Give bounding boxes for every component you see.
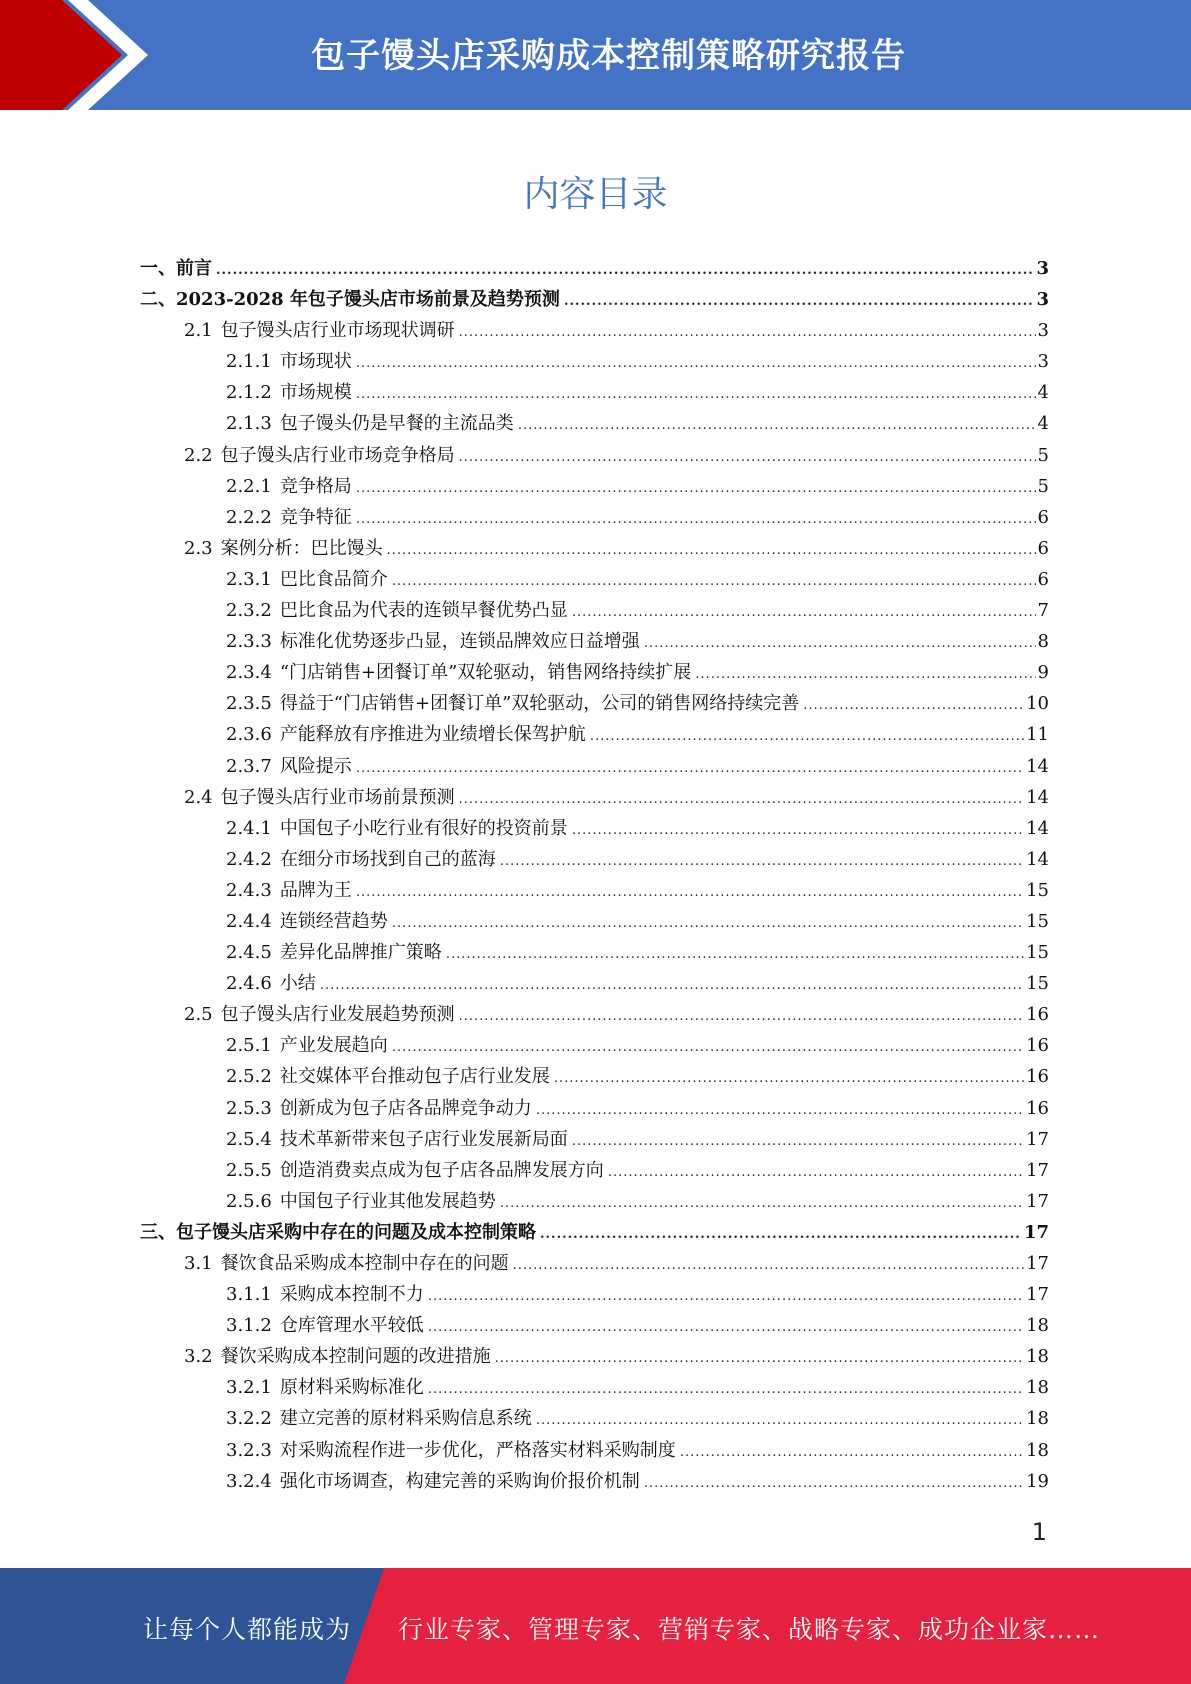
toc-heading: 内容目录: [523, 174, 668, 215]
toc-entry-number: 2.4.4: [226, 910, 272, 932]
toc-entry[interactable]: [140, 1467, 1049, 1498]
toc-dot-leader: [320, 978, 1024, 993]
toc-entry-page: 5: [1037, 475, 1049, 497]
toc-dot-leader: [356, 356, 1036, 371]
toc-entry-page: 15: [1026, 879, 1049, 901]
header-banner: [0, 0, 1191, 110]
toc-entry-title: 市场现状: [279, 351, 352, 373]
toc-dot-leader: [644, 636, 1036, 651]
toc-entry-page: 16: [1026, 1066, 1049, 1088]
toc-entry-number: 3.2.1: [226, 1377, 272, 1399]
toc-entry-number: 3.1: [184, 1253, 213, 1274]
toc-dot-leader: [459, 325, 1036, 340]
toc-entry[interactable]: [140, 378, 1049, 409]
toc-dot-leader: [392, 1040, 1024, 1055]
toc-dot-leader: [356, 387, 1036, 402]
toc-entry[interactable]: [140, 1218, 1049, 1249]
toc-entry-number: 2.4.5: [226, 942, 272, 964]
toc-entry-title: 包子馒头店行业市场前景预测: [220, 786, 455, 808]
toc-entry[interactable]: [140, 720, 1049, 751]
toc-entry-title: 技术革新带来包子店行业发展新局面: [279, 1128, 568, 1150]
toc-dot-leader: [644, 1476, 1024, 1491]
toc-entry-title: 小结: [279, 973, 316, 995]
toc-entry-title: 二、2023-2028 年包子馒头店市场前景及趋势预测: [140, 289, 560, 311]
toc-entry-page: 16: [1026, 1004, 1049, 1026]
toc-dot-leader: [392, 916, 1024, 931]
toc-entry-number: 2.5.2: [226, 1066, 272, 1088]
toc-entry-number: 3.1.2: [226, 1315, 272, 1337]
toc-entry-title: 风险提示: [279, 755, 352, 777]
toc-dot-leader: [695, 667, 1035, 682]
toc-entry-page: 17: [1026, 1159, 1049, 1181]
toc-dot-leader: [536, 1413, 1024, 1428]
toc-entry[interactable]: [140, 1311, 1049, 1342]
toc-entry[interactable]: [140, 1373, 1049, 1404]
toc-entry-title: 一、前言: [140, 258, 212, 279]
toc-entry-page: 17: [1023, 1221, 1049, 1243]
toc-entry-number: 2.4.2: [226, 848, 272, 870]
toc-entry-number: 2.4: [184, 786, 213, 808]
toc-entry-page: 6: [1037, 568, 1049, 590]
toc-dot-leader: [356, 885, 1024, 900]
footer-banner: [0, 1568, 1191, 1684]
toc-entry-page: 14: [1026, 755, 1049, 777]
toc-entry[interactable]: [140, 1094, 1049, 1125]
toc-entry[interactable]: [140, 254, 1049, 285]
toc-dot-leader: [495, 1351, 1024, 1366]
toc-entry[interactable]: [140, 1031, 1049, 1062]
toc-entry-title: 差异化品牌推广策略: [279, 942, 442, 964]
toc-entry-title: 巴比食品为代表的连锁早餐优势凸显: [279, 600, 568, 622]
toc-entry-page: 17: [1026, 1284, 1049, 1306]
toc-entry[interactable]: [140, 1125, 1049, 1156]
toc-entry-page: 4: [1037, 413, 1049, 435]
toc-dot-leader: [428, 1289, 1024, 1304]
toc-entry-number: 2.3.7: [226, 755, 272, 777]
toc-entry-title: 在细分市场找到自己的蓝海: [279, 848, 496, 870]
toc-entry[interactable]: [140, 1280, 1049, 1311]
toc-entry-title: 建立完善的原材料采购信息系统: [279, 1408, 532, 1430]
toc-dot-leader: [392, 574, 1036, 589]
toc-entry-number: 2.1.2: [226, 382, 272, 404]
toc-entry-page: 18: [1026, 1408, 1049, 1430]
toc-entry-title: 创新成为包子店各品牌竞争动力: [279, 1097, 532, 1119]
toc-dot-leader: [428, 1320, 1024, 1335]
toc-entry-title: 原材料采购标准化: [279, 1377, 424, 1399]
toc-entry-number: 2.3.6: [226, 724, 272, 746]
toc-entry-page: 18: [1026, 1439, 1049, 1461]
toc-entry-page: 3: [1037, 320, 1049, 342]
toc-entry-number: 2.4.6: [226, 973, 272, 995]
toc-entry-title: 社交媒体平台推动包子店行业发展: [279, 1066, 550, 1088]
toc-dot-leader: [459, 1009, 1024, 1024]
toc-entry-number: 2.1.3: [226, 413, 272, 435]
toc-entry-title: 竞争格局: [279, 475, 352, 497]
toc-dot-leader: [513, 1258, 1024, 1273]
toc-entry-page: 3: [1037, 351, 1049, 373]
toc-dot-leader: [536, 1103, 1024, 1118]
toc-entry-page: 11: [1026, 724, 1049, 746]
toc-entry[interactable]: [140, 783, 1049, 814]
toc-entry[interactable]: [140, 347, 1049, 378]
toc-entry-page: 7: [1037, 600, 1049, 622]
footer-slogan-left: 让每个人都能成为: [143, 1615, 352, 1644]
toc-entry-number: 2.4.1: [226, 817, 272, 839]
toc-entry-number: 2.5.1: [226, 1035, 272, 1057]
toc-entry-title: 包子馒头店行业市场现状调研: [220, 320, 455, 342]
toc-entry-page: 15: [1026, 973, 1049, 995]
toc-entry-title: 巴比食品简介: [279, 568, 388, 590]
toc-dot-leader: [572, 1134, 1024, 1149]
toc-entry[interactable]: [140, 1000, 1049, 1031]
toc-entry[interactable]: [140, 907, 1049, 938]
toc-entry-title: 得益于“门店销售+团餐订单”双轮驱动，公司的销售网络持续完善: [279, 693, 800, 715]
toc-entry-page: 14: [1026, 817, 1049, 839]
toc-entry-title: 案例分析：巴比馒头: [220, 537, 383, 559]
toc-dot-leader: [428, 1382, 1024, 1397]
toc-entry[interactable]: [140, 969, 1049, 1000]
toc-entry-number: 2.2.1: [226, 475, 272, 497]
report-title: 包子馒头店采购成本控制策略研究报告: [311, 36, 906, 76]
toc-entry-page: 18: [1026, 1377, 1049, 1399]
toc-entry-title: 创造消费卖点成为包子店各品牌发展方向: [279, 1159, 604, 1181]
toc-entry-title: 三、包子馒头店采购中存在的问题及成本控制策略: [140, 1221, 536, 1243]
toc-entry-title: 包子馒头仍是早餐的主流品类: [279, 413, 514, 435]
toc-entry-title: 仓库管理水平较低: [279, 1315, 424, 1337]
toc-entry-number: 2.5.3: [226, 1097, 272, 1119]
toc-entry-page: 6: [1037, 506, 1049, 528]
toc-entry[interactable]: [140, 938, 1049, 969]
toc-entry-number: 3.2: [184, 1346, 213, 1368]
toc-entry-title: 品牌为王: [279, 879, 352, 901]
toc-entry-number: 2.5.4: [226, 1128, 272, 1150]
toc-entry-page: 8: [1037, 631, 1049, 653]
toc-entry-number: 3.1.1: [226, 1284, 272, 1306]
toc-entry[interactable]: [140, 627, 1049, 658]
toc-entry-number: 2.1: [184, 320, 213, 342]
toc-entry-number: 2.3.1: [226, 568, 272, 590]
toc-entry-number: 2.3: [184, 537, 213, 559]
toc-entry-number: 2.5.5: [226, 1159, 272, 1181]
toc-entry-page: 4: [1037, 382, 1049, 404]
toc-entry-number: 3.2.3: [226, 1439, 272, 1461]
toc-entry-number: 2.3.2: [226, 600, 272, 622]
toc-entry-page: 3: [1036, 258, 1049, 279]
toc-entry[interactable]: [140, 1187, 1049, 1218]
toc-entry[interactable]: [140, 472, 1049, 503]
toc-entry[interactable]: [140, 285, 1049, 316]
toc-entry[interactable]: [140, 1249, 1049, 1280]
toc-entry-number: 2.3.4: [226, 662, 272, 684]
toc-entry[interactable]: [140, 409, 1049, 440]
toc-entry-title: 采购成本控制不力: [279, 1284, 424, 1306]
toc-entry[interactable]: [140, 1342, 1049, 1373]
toc-dot-leader: [572, 605, 1036, 620]
toc-entry-page: 14: [1026, 848, 1049, 870]
toc-entry-title: 中国包子行业其他发展趋势: [279, 1190, 496, 1212]
toc-entry[interactable]: [140, 503, 1049, 534]
toc-entry-page: 10: [1026, 693, 1049, 715]
toc-dot-leader: [446, 947, 1024, 962]
toc-entry[interactable]: [140, 876, 1049, 907]
toc-entry[interactable]: [140, 596, 1049, 627]
toc-dot-leader: [387, 543, 1036, 558]
toc-entry-number: 2.4.3: [226, 879, 272, 901]
toc-entry[interactable]: [140, 752, 1049, 783]
toc-entry-page: 6: [1037, 537, 1049, 559]
toc-entry[interactable]: [140, 1156, 1049, 1187]
toc-entry-page: 9: [1037, 662, 1049, 684]
toc-entry-page: 15: [1026, 910, 1049, 932]
toc-entry[interactable]: [140, 1062, 1049, 1093]
toc-entry-number: 3.2.4: [226, 1470, 272, 1492]
toc-entry-title: 强化市场调查，构建完善的采购询价报价机制: [279, 1470, 640, 1492]
toc-entry-page: 18: [1026, 1346, 1049, 1368]
toc-entry[interactable]: [140, 316, 1049, 347]
toc-entry-title: 餐饮食品采购成本控制中存在的问题: [220, 1253, 509, 1274]
toc-dot-leader: [459, 450, 1036, 465]
toc-dot-leader: [459, 792, 1024, 807]
toc-entry[interactable]: [140, 658, 1049, 689]
toc-dot-leader: [500, 854, 1024, 869]
footer-slogan-right: 行业专家、管理专家、营销专家、战略专家、成功企业家……: [398, 1615, 1101, 1644]
toc-entry[interactable]: [140, 441, 1049, 472]
toc-entry-title: 对采购流程作进一步优化，严格落实材料采购制度: [279, 1439, 676, 1461]
toc-entry-page: 17: [1026, 1253, 1049, 1274]
toc-dot-leader: [356, 481, 1036, 496]
toc-entry-page: 16: [1026, 1035, 1049, 1057]
toc-dot-leader: [518, 418, 1036, 433]
table-of-contents: [140, 254, 1049, 1498]
toc-entry-title: 餐饮采购成本控制问题的改进措施: [220, 1346, 491, 1368]
toc-entry-title: 市场规模: [279, 382, 352, 404]
toc-entry-page: 3: [1036, 289, 1049, 311]
toc-entry-title: 产业发展趋向: [279, 1035, 388, 1057]
toc-dot-leader: [356, 512, 1036, 527]
toc-entry-page: 15: [1026, 942, 1049, 964]
toc-entry-title: 产能释放有序推进为业绩增长保驾护航: [279, 724, 586, 746]
toc-dot-leader: [803, 698, 1024, 713]
toc-entry-page: 19: [1026, 1470, 1049, 1492]
toc-entry-page: 5: [1037, 444, 1049, 466]
toc-entry-page: 16: [1026, 1097, 1049, 1119]
toc-dot-leader: [590, 729, 1024, 744]
toc-entry-title: 连锁经营趋势: [279, 910, 388, 932]
toc-entry-title: 竞争特征: [279, 506, 352, 528]
toc-dot-leader: [680, 1445, 1024, 1460]
toc-entry-page: 18: [1026, 1315, 1049, 1337]
toc-entry[interactable]: [140, 534, 1049, 565]
toc-entry[interactable]: [140, 565, 1049, 596]
toc-dot-leader: [540, 1227, 1022, 1242]
toc-entry[interactable]: [140, 814, 1049, 845]
toc-dot-leader: [572, 823, 1024, 838]
toc-entry-title: 标准化优势逐步凸显，连锁品牌效应日益增强: [279, 631, 640, 653]
toc-entry-page: 17: [1026, 1128, 1049, 1150]
toc-entry-title: 中国包子小吃行业有很好的投资前景: [279, 817, 568, 839]
toc-entry[interactable]: [140, 1436, 1049, 1467]
toc-entry-number: 2.5: [184, 1004, 213, 1026]
toc-dot-leader: [356, 761, 1024, 776]
toc-entry[interactable]: [140, 845, 1049, 876]
toc-entry[interactable]: [140, 689, 1049, 720]
toc-entry-number: 2.5.6: [226, 1190, 272, 1212]
toc-dot-leader: [554, 1071, 1024, 1086]
toc-entry-title: 包子馒头店行业市场竞争格局: [220, 444, 455, 466]
toc-dot-leader: [500, 1196, 1024, 1211]
toc-entry[interactable]: [140, 1404, 1049, 1435]
toc-entry-number: 2.3.3: [226, 631, 272, 653]
toc-entry-number: 3.2.2: [226, 1408, 272, 1430]
toc-dot-leader: [216, 263, 1034, 278]
toc-entry-title: “门店销售+团餐订单”双轮驱动，销售网络持续扩展: [279, 662, 692, 684]
toc-entry-page: 14: [1026, 786, 1049, 808]
toc-dot-leader: [564, 294, 1035, 309]
toc-dot-leader: [608, 1165, 1024, 1180]
toc-entry-number: 2.3.5: [226, 693, 272, 715]
toc-entry-number: 2.2: [184, 444, 213, 466]
page-number: 1: [1031, 1518, 1047, 1546]
toc-entry-number: 2.1.1: [226, 351, 272, 373]
toc-entry-page: 17: [1026, 1190, 1049, 1212]
toc-entry-title: 包子馒头店行业发展趋势预测: [220, 1004, 455, 1026]
toc-entry-number: 2.2.2: [226, 506, 272, 528]
